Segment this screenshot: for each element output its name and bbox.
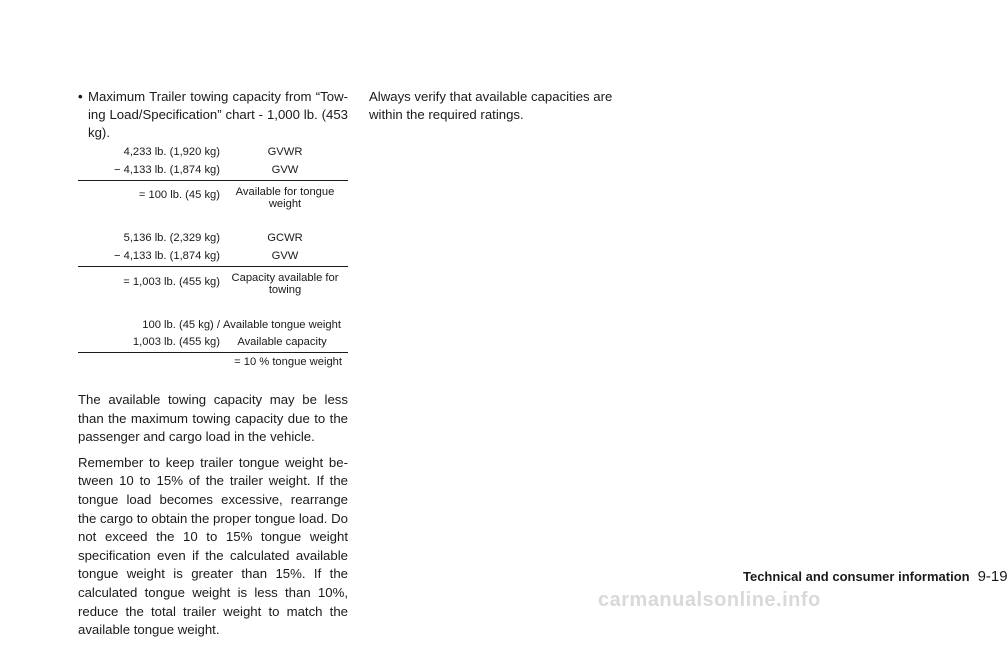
left-column (78, 88, 348, 647)
paragraph-tongue-weight: Remember to keep trailer tongue weight between 10 to 15% of the trailer weight. If the tongue load becomes excessive, rearrange the cargo to obtain the proper tongue load. Do not exceed the 10 to 15% tongue weight specification even if the calculated available tongue weight is greater than 15%. If the calculated tongue weight is less than 10%, reduce the total trailer weight to match the available tongue weight. (78, 454, 348, 638)
calc2-result-row (78, 272, 348, 296)
calc1-result-value: = 100 lb. (45 kg) (138, 189, 220, 201)
calc2-result-value: = 1,003 lb. (455 kg) (123, 276, 220, 288)
footer-section-title: Technical and consumer information (743, 569, 970, 584)
calc3-row2 (78, 336, 348, 350)
calc1-result-label: Available for tongue weight (235, 186, 335, 210)
bullet-marker: • (78, 89, 83, 104)
footer-page-number: 9-19 (977, 568, 1008, 585)
bullet-text: Maximum Trailer towing capacity from “Towing Load/Specification” chart - 1,000 lb. (453 kg). (88, 89, 348, 140)
calc1-gvw-value: − 4,133 lb. (1,874 kg) (113, 164, 220, 176)
paragraph-towing-capacity: The available towing capacity may be less than the maximum towing capacity due to the passenger and cargo load in the vehicle. (78, 392, 348, 445)
paragraph-verify-capacities: Always verify that available capacities are within the required ratings. (369, 89, 613, 122)
calc1-row2 (78, 164, 348, 178)
watermark: carmanualsonline.info (598, 589, 821, 611)
calc1-gvwr-value: 4,233 lb. (1,920 kg) (123, 146, 220, 158)
calc2-row2 (78, 250, 348, 264)
calc2-result-label: Capacity available for towing (231, 272, 339, 296)
calc2-gvw-value: − 4,133 lb. (1,874 kg) (113, 250, 220, 262)
calc1-result-row (78, 186, 348, 210)
bullet-item (78, 88, 348, 142)
calc3-result: = 10 % tongue weight (234, 356, 342, 368)
right-column (369, 88, 639, 124)
calc3-capacity-label: Available capacity (237, 336, 327, 348)
calc2-gcwr-label: GCWR (267, 232, 303, 244)
calc3-row1 (78, 319, 348, 333)
calc3-divider (78, 352, 348, 353)
calculation-block (78, 146, 348, 391)
calc3-tongue-label: Available tongue weight (223, 319, 341, 331)
calc1-divider (78, 180, 348, 181)
calc2-gcwr-value: 5,136 lb. (2,329 kg) (123, 232, 220, 244)
calc3-capacity-value: 1,003 lb. (455 kg) (132, 336, 220, 348)
calc1-gvw-label: GVW (271, 164, 299, 176)
page-footer (743, 568, 1008, 586)
calc2-row1 (78, 232, 348, 246)
calc2-gvw-label: GVW (271, 250, 299, 262)
calc2-divider (78, 266, 348, 267)
calc1-row1 (78, 146, 348, 160)
calc3-tongue-value: 100 lb. (45 kg) / (142, 319, 220, 331)
calc1-gvwr-label: GVWR (267, 146, 303, 158)
